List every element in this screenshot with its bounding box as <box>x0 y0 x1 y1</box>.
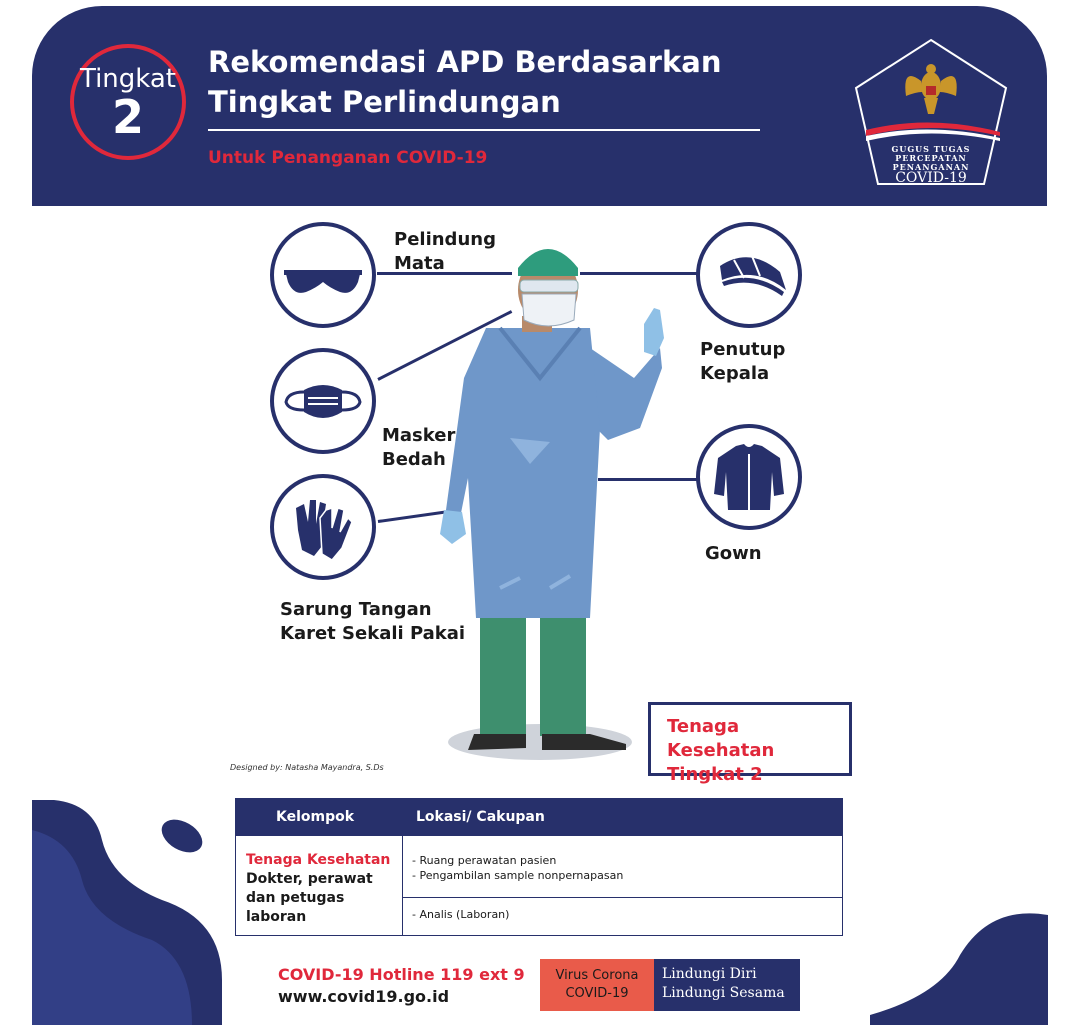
gloves-label-line-1: Sarung Tangan <box>280 599 432 620</box>
level-word: Tingkat <box>79 64 176 94</box>
gugus-tugas-emblem <box>850 36 1012 192</box>
level-badge <box>70 44 186 160</box>
virus-box-line-2: COVID-19 <box>565 986 629 1001</box>
surgical-mask-icon <box>270 348 376 454</box>
hotline-text: COVID-19 Hotline 119 ext 9 <box>278 965 525 984</box>
location-item: - Ruang perawatan pasien <box>412 854 557 867</box>
designer-credit: Designed by: Natasha Mayandra, S.Ds <box>230 763 384 772</box>
level-number: 2 <box>111 90 144 144</box>
table-row-divider <box>403 897 842 898</box>
gloves-icon <box>270 474 376 580</box>
head-label <box>700 338 785 386</box>
decorative-blob-left <box>32 800 232 1025</box>
title-line-2: Tingkat Perlindungan <box>208 85 561 119</box>
table-header <box>236 799 842 836</box>
group-description: Dokter, perawat dan petugas laboran <box>246 871 373 925</box>
slogan-line-1: Lindungi Diri <box>662 966 757 982</box>
mask-label-line-1: Masker <box>382 425 456 446</box>
staff-level-box <box>648 702 852 785</box>
page-subtitle: Untuk Penanganan COVID-19 <box>208 148 488 168</box>
head-label-line-2: Kepala <box>700 363 770 384</box>
goggles-icon <box>270 222 376 328</box>
location-item: - Pengambilan sample nonpernapasan <box>412 869 624 882</box>
emblem-line-4: COVID-19 <box>895 170 967 186</box>
mask-label-line-2: Bedah <box>382 449 446 470</box>
group-title: Tenaga Kesehatan <box>246 852 391 868</box>
gown-label: Gown <box>705 543 762 564</box>
location-item: - Analis (Laboran) <box>412 908 510 921</box>
gloves-label-line-2: Karet Sekali Pakai <box>280 623 466 644</box>
emblem-line-1: GUGUS TUGAS <box>891 144 971 154</box>
emblem-line-2: PERCEPATAN <box>895 153 967 163</box>
head-cover-icon <box>696 222 802 328</box>
gown-icon <box>696 424 802 530</box>
emblem-line-3: PENANGANAN <box>892 162 970 172</box>
table-header-kelompok: Kelompok <box>276 809 355 825</box>
table-column-divider <box>402 836 403 935</box>
slogan-line-2: Lindungi Sesama <box>662 985 785 1001</box>
table-header-lokasi: Lokasi/ Cakupan <box>416 809 545 825</box>
decorative-blob-right <box>870 905 1048 1025</box>
health-worker-illustration <box>430 228 690 770</box>
slogan-box <box>654 959 800 1011</box>
website-link[interactable]: www.covid19.go.id <box>278 987 450 1006</box>
virus-box-line-1: Virus Corona <box>555 968 639 983</box>
table-cell-locations-1 <box>412 853 623 883</box>
eye-label-line-1: Pelindung <box>394 229 496 250</box>
staff-box-line-1: Tenaga Kesehatan <box>667 716 775 761</box>
table-cell-group <box>246 851 398 927</box>
apd-table <box>235 798 843 936</box>
page-title <box>208 42 768 122</box>
table-cell-locations-2 <box>412 907 509 922</box>
virus-corona-box <box>540 959 654 1011</box>
title-line-1: Rekomendasi APD Berdasarkan <box>208 45 722 79</box>
eye-label-line-2: Mata <box>394 253 445 274</box>
header-divider <box>208 129 760 131</box>
header-banner <box>32 6 1047 206</box>
staff-box-line-2: Tingkat 2 <box>667 764 763 785</box>
footer-contact <box>278 964 525 1008</box>
head-label-line-1: Penutup <box>700 339 786 360</box>
